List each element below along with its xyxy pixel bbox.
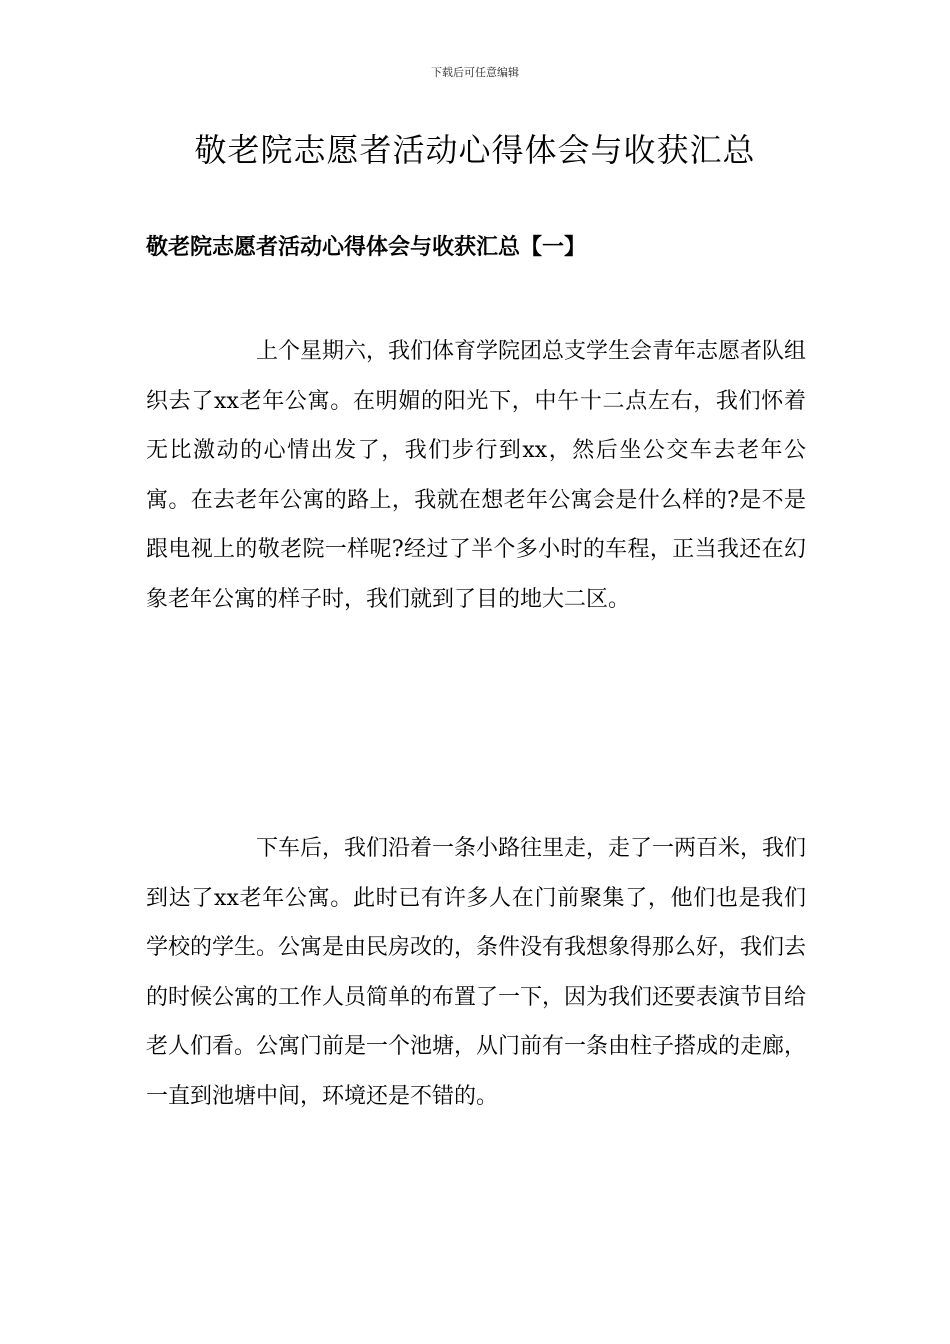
paragraph-2: 下车后，我们沿着一条小路往里走，走了一两百米，我们到达了xx老年公寓。此时已有许多人在门前聚集了，他们也是我们学校的学生。公寓是由民房改的，条件没有我想象得那么好，我们去的时候公寓的工作人员简单的布置了一下，因为我们还要表演节目给老人们看。公寓门前是一个池塘，从门前有一条由柱子搭成的走廊，一直到池塘中间，环境还是不错的。 (146, 836, 807, 1109)
section-heading: 敬老院志愿者活动心得体会与收获汇总【一】 (146, 234, 587, 260)
header-note: 下载后可任意编辑 (431, 66, 519, 79)
paragraph-1: 上个星期六，我们体育学院团总支学生会青年志愿者队组织去了xx老年公寓。在明媚的阳光下，中午十二点左右，我们怀着无比激动的心情出发了，我们步行到xx，然后坐公交车去老年公寓。在去老年公寓的路上，我就在想老年公寓会是什么样的?是不是跟电视上的敬老院一样呢?经过了半个多小时的车程，正当我还在幻象老年公寓的样子时，我们就到了目的地大二区。 (146, 339, 807, 612)
document-title: 敬老院志愿者活动心得体会与收获汇总 (194, 131, 756, 169)
